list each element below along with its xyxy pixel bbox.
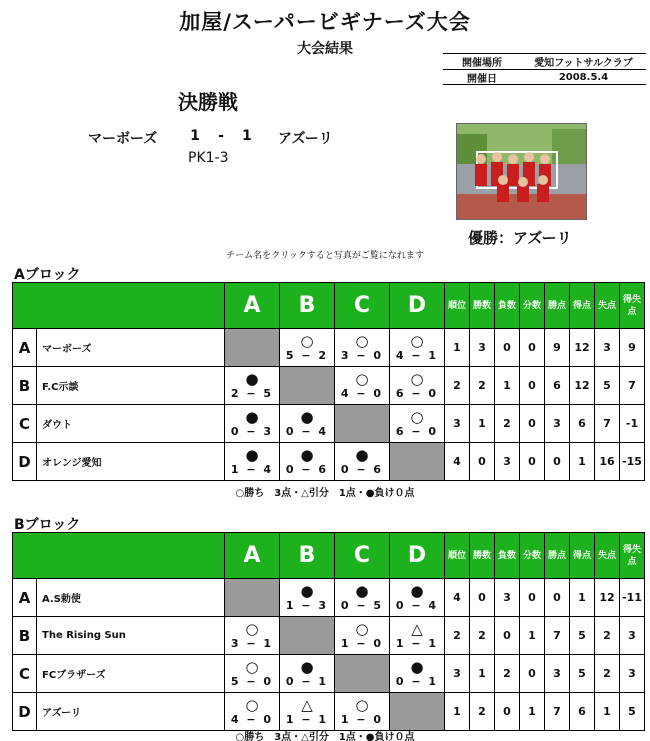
stat-cell: 3: [620, 617, 645, 655]
stat-cell: 0: [545, 579, 570, 617]
winner-team-photo[interactable]: [456, 123, 587, 220]
result-symbol: ○: [410, 370, 424, 388]
stat-cell: 1: [445, 693, 470, 731]
final-dash: -: [218, 128, 224, 144]
result-symbol: ○: [300, 332, 314, 350]
self-match-cell: [335, 405, 390, 443]
col-header-a: A: [225, 533, 280, 579]
col-header-b: B: [280, 283, 335, 329]
result-symbol: ○: [245, 658, 259, 676]
result-cell: [280, 405, 335, 443]
stat-cell: 2: [470, 367, 495, 405]
stat-header-draws: 分数: [520, 533, 545, 579]
result-symbol: ○: [355, 370, 369, 388]
self-match-cell: [390, 443, 445, 481]
stat-cell: 2: [595, 655, 620, 693]
block-a-body: [13, 329, 645, 481]
col-header-c: C: [335, 283, 390, 329]
stat-header-goal-diff: 得失点: [620, 533, 645, 579]
stat-cell: 1: [470, 655, 495, 693]
result-cell: [390, 367, 445, 405]
stat-cell: 5: [595, 367, 620, 405]
stat-cell: 2: [495, 655, 520, 693]
result-cell: [390, 579, 445, 617]
stat-header-points: 勝点: [545, 533, 570, 579]
result-symbol: ○: [410, 332, 424, 350]
block-b-table: [12, 532, 645, 731]
result-symbol: ○: [355, 696, 369, 714]
final-score1: 1: [190, 128, 200, 144]
stat-cell: 6: [570, 405, 595, 443]
page-subtitle: 大会結果: [297, 41, 353, 57]
stat-cell: -15: [620, 443, 645, 481]
result-score: 3 − 0: [340, 349, 384, 362]
result-cell: [280, 655, 335, 693]
stat-cell: 1: [570, 579, 595, 617]
stat-header-losses: 負数: [495, 283, 520, 329]
final-pk: PK1-3: [188, 150, 229, 166]
stat-cell: 2: [470, 693, 495, 731]
team-letter: B: [13, 617, 37, 655]
stat-cell: 1: [520, 693, 545, 731]
info-row-date: [443, 69, 646, 84]
stat-header-wins: 勝数: [470, 533, 495, 579]
result-symbol: ○: [410, 408, 424, 426]
stat-cell: 3: [545, 405, 570, 443]
final-match: [88, 128, 333, 148]
table-row: [13, 443, 645, 481]
result-score: 1 − 0: [340, 713, 384, 726]
result-cell: [280, 579, 335, 617]
result-symbol: ●: [410, 582, 424, 600]
result-cell: [225, 655, 280, 693]
stat-header-wins: 勝数: [470, 283, 495, 329]
stat-cell: 6: [545, 367, 570, 405]
stat-cell: 3: [445, 405, 470, 443]
result-symbol: ●: [245, 408, 259, 426]
result-cell: [390, 655, 445, 693]
stat-cell: 1: [470, 405, 495, 443]
final-team1[interactable]: マーボーズ: [88, 131, 158, 147]
stat-cell: 3: [445, 655, 470, 693]
stat-cell: 9: [545, 329, 570, 367]
stat-cell: -1: [620, 405, 645, 443]
result-score: 3 − 1: [230, 637, 274, 650]
self-match-cell: [225, 579, 280, 617]
stat-cell: 7: [545, 617, 570, 655]
stat-cell: 5: [570, 655, 595, 693]
stat-cell: 5: [570, 617, 595, 655]
result-score: 5 − 0: [230, 675, 274, 688]
result-symbol: ●: [410, 658, 424, 676]
stat-cell: 4: [445, 579, 470, 617]
result-score: 1 − 4: [230, 463, 274, 476]
table-header-row: [13, 533, 645, 579]
stat-cell: -11: [620, 579, 645, 617]
result-cell: [335, 579, 390, 617]
result-score: 6 − 0: [395, 425, 439, 438]
team-name-link[interactable]: オレンジ愛知: [37, 443, 225, 481]
result-score: 1 − 0: [340, 637, 384, 650]
stat-header-rank: 順位: [445, 533, 470, 579]
team-letter: D: [13, 693, 37, 731]
team-name-link[interactable]: The Rising Sun: [37, 617, 225, 655]
stat-cell: 9: [620, 329, 645, 367]
table-row: [13, 655, 645, 693]
team-name-link[interactable]: A.S勅使: [37, 579, 225, 617]
result-score: 4 − 0: [230, 713, 274, 726]
team-letter: C: [13, 405, 37, 443]
info-value: 愛知フットサルクラブ: [534, 58, 633, 69]
stat-cell: 16: [595, 443, 620, 481]
stat-cell: 0: [545, 443, 570, 481]
result-symbol: ●: [355, 582, 369, 600]
table-row: [13, 367, 645, 405]
self-match-cell: [280, 367, 335, 405]
team-letter: D: [13, 443, 37, 481]
stat-cell: 1: [595, 693, 620, 731]
stat-cell: 3: [495, 579, 520, 617]
table-row: [13, 693, 645, 731]
result-symbol: ●: [300, 582, 314, 600]
result-symbol: ●: [245, 446, 259, 464]
result-cell: [335, 443, 390, 481]
self-match-cell: [390, 693, 445, 731]
result-cell: [335, 693, 390, 731]
self-match-cell: [335, 655, 390, 693]
result-score: 0 − 1: [285, 675, 329, 688]
winner-label: 優勝：アズーリ: [468, 229, 572, 247]
stat-header-goals-for: 得点: [570, 533, 595, 579]
result-cell: [280, 329, 335, 367]
table-row: [13, 405, 645, 443]
result-symbol: ○: [245, 620, 259, 638]
stat-cell: 2: [470, 617, 495, 655]
result-cell: [335, 617, 390, 655]
block-b-body: [13, 579, 645, 731]
stat-cell: 0: [520, 405, 545, 443]
result-cell: [225, 405, 280, 443]
result-cell: [225, 367, 280, 405]
stat-header-goal-diff: 得失点: [620, 283, 645, 329]
result-score: 6 − 0: [395, 387, 439, 400]
result-cell: [280, 693, 335, 731]
team-name-link[interactable]: ダウト: [37, 405, 225, 443]
stat-cell: 12: [570, 329, 595, 367]
stat-cell: 0: [520, 655, 545, 693]
result-score: 0 − 5: [340, 599, 384, 612]
header-corner: [13, 283, 225, 329]
table-row: [13, 329, 645, 367]
stat-cell: 12: [595, 579, 620, 617]
result-symbol: ●: [300, 446, 314, 464]
col-header-d: D: [390, 283, 445, 329]
stat-cell: 0: [520, 329, 545, 367]
col-header-a: A: [225, 283, 280, 329]
info-key: 開催場所: [462, 58, 502, 69]
result-score: 4 − 1: [395, 349, 439, 362]
result-score: 0 − 3: [230, 425, 274, 438]
result-score: 1 − 3: [285, 599, 329, 612]
result-cell: [390, 405, 445, 443]
self-match-cell: [225, 329, 280, 367]
final-team2[interactable]: アズーリ: [278, 131, 333, 147]
block-b-legend: ○勝ち 3点・△引分 1点・●負け０点: [235, 732, 415, 741]
stat-cell: 1: [445, 329, 470, 367]
result-score: 0 − 6: [285, 463, 329, 476]
final-heading: 決勝戦: [178, 90, 238, 114]
stat-cell: 0: [520, 579, 545, 617]
result-cell: [225, 693, 280, 731]
stat-cell: 7: [545, 693, 570, 731]
result-cell: [390, 329, 445, 367]
result-symbol: ○: [355, 332, 369, 350]
stat-cell: 0: [520, 443, 545, 481]
table-row: [13, 579, 645, 617]
photo-hint: チーム名をクリックすると写真がご覧になれます: [226, 251, 424, 261]
stat-header-goals-for: 得点: [570, 283, 595, 329]
stat-header-losses: 負数: [495, 533, 520, 579]
team-letter: B: [13, 367, 37, 405]
stat-cell: 3: [595, 329, 620, 367]
stat-cell: 1: [520, 617, 545, 655]
result-cell: [280, 443, 335, 481]
result-symbol: ●: [245, 370, 259, 388]
team-name-link[interactable]: F.C示談: [37, 367, 225, 405]
result-symbol: ○: [245, 696, 259, 714]
stat-cell: 2: [445, 367, 470, 405]
block-a-legend: ○勝ち 3点・△引分 1点・●負け０点: [235, 488, 415, 499]
header-corner: [13, 533, 225, 579]
stat-cell: 0: [520, 367, 545, 405]
page-title: 加屋/スーパービギナーズ大会: [179, 10, 471, 34]
table-header-row: [13, 283, 645, 329]
stat-cell: 0: [495, 329, 520, 367]
team-letter: C: [13, 655, 37, 693]
result-score: 0 − 4: [395, 599, 439, 612]
stat-cell: 1: [495, 367, 520, 405]
info-row-venue: [443, 54, 646, 69]
team-name-link[interactable]: アズーリ: [37, 693, 225, 731]
block-b-label: Bブロック: [14, 517, 81, 533]
stat-cell: 2: [495, 405, 520, 443]
stat-cell: 2: [595, 617, 620, 655]
stat-cell: 1: [570, 443, 595, 481]
result-symbol: △: [411, 620, 423, 638]
block-a-label: Aブロック: [14, 267, 81, 283]
stat-header-draws: 分数: [520, 283, 545, 329]
result-score: 0 − 4: [285, 425, 329, 438]
result-score: 2 − 5: [230, 387, 274, 400]
team-letter: A: [13, 329, 37, 367]
stat-cell: 2: [445, 617, 470, 655]
col-header-d: D: [390, 533, 445, 579]
result-score: 4 − 0: [340, 387, 384, 400]
result-cell: [225, 443, 280, 481]
team-name-link[interactable]: FCブラザーズ: [37, 655, 225, 693]
result-symbol: ●: [300, 408, 314, 426]
stat-cell: 3: [495, 443, 520, 481]
stat-cell: 3: [545, 655, 570, 693]
result-score: 5 − 2: [285, 349, 329, 362]
col-header-c: C: [335, 533, 390, 579]
result-cell: [335, 367, 390, 405]
self-match-cell: [280, 617, 335, 655]
result-cell: [335, 329, 390, 367]
result-score: 0 − 6: [340, 463, 384, 476]
final-score2: 1: [242, 128, 252, 144]
table-row: [13, 617, 645, 655]
stat-cell: 0: [495, 693, 520, 731]
stat-header-points: 勝点: [545, 283, 570, 329]
stat-cell: 0: [470, 443, 495, 481]
result-symbol: ○: [355, 620, 369, 638]
stat-cell: 3: [470, 329, 495, 367]
stat-cell: 12: [570, 367, 595, 405]
stat-header-goals-against: 失点: [595, 283, 620, 329]
result-symbol: ●: [300, 658, 314, 676]
result-symbol: △: [301, 696, 313, 714]
stat-cell: 7: [595, 405, 620, 443]
stat-header-rank: 順位: [445, 283, 470, 329]
stat-cell: 6: [570, 693, 595, 731]
stat-cell: 3: [620, 655, 645, 693]
team-letter: A: [13, 579, 37, 617]
stat-cell: 5: [620, 693, 645, 731]
result-cell: [225, 617, 280, 655]
result-score: 1 − 1: [285, 713, 329, 726]
stat-cell: 0: [470, 579, 495, 617]
stat-header-goals-against: 失点: [595, 533, 620, 579]
event-info: [443, 53, 646, 85]
info-value: 2008.5.4: [558, 71, 609, 83]
team-name-link[interactable]: マーボーズ: [37, 329, 225, 367]
stat-cell: 4: [445, 443, 470, 481]
result-score: 0 − 1: [395, 675, 439, 688]
stat-cell: 7: [620, 367, 645, 405]
result-score: 1 − 1: [395, 637, 439, 650]
result-symbol: ●: [355, 446, 369, 464]
col-header-b: B: [280, 533, 335, 579]
stat-cell: 0: [495, 617, 520, 655]
info-key: 開催日: [467, 73, 497, 85]
block-a-table: [12, 282, 645, 481]
result-cell: [390, 617, 445, 655]
